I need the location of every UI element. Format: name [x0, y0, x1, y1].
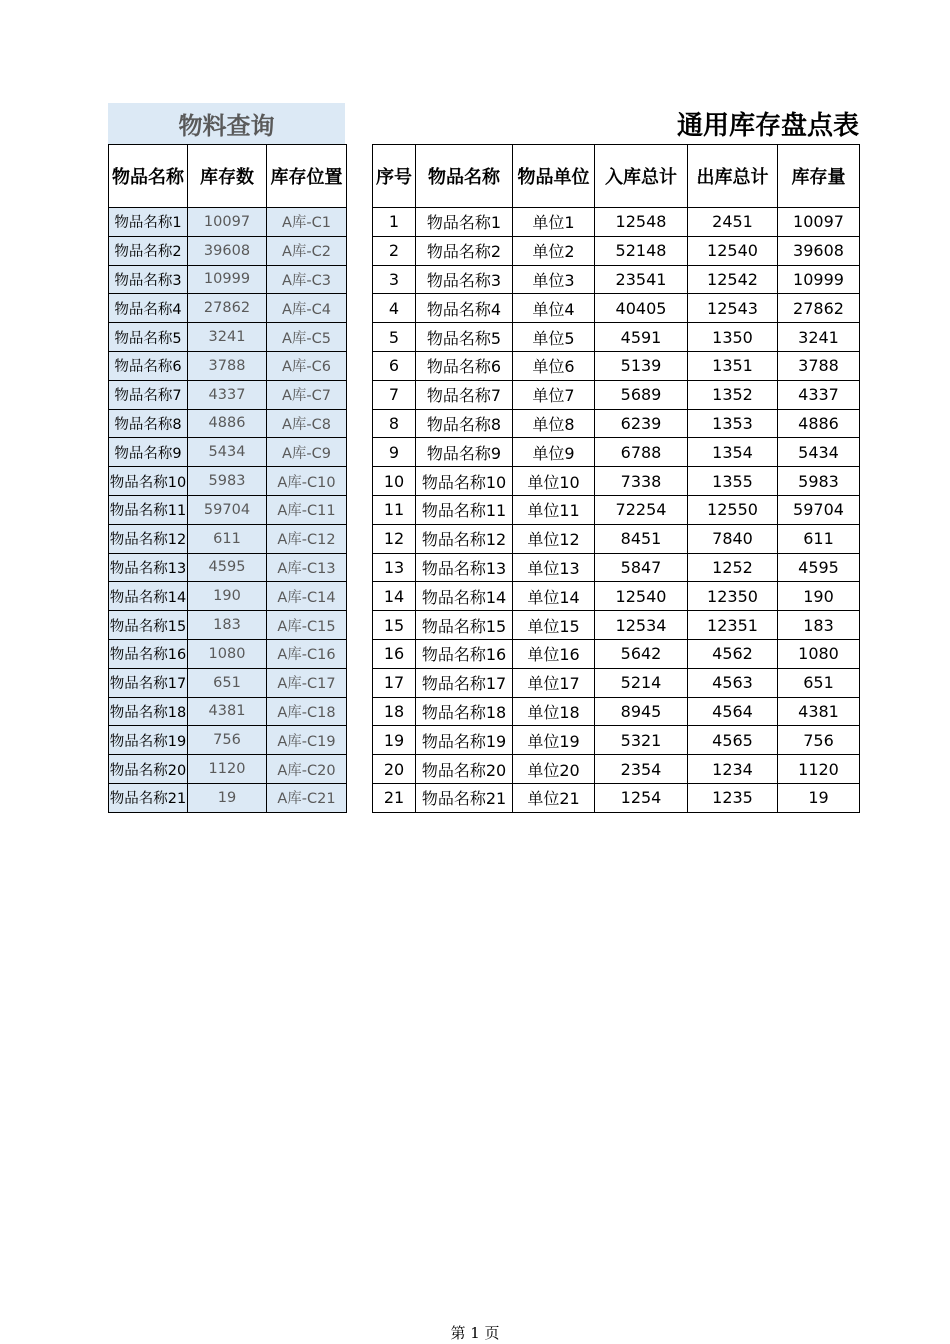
inventory-cell-unit: 单位5 [513, 323, 595, 352]
lookup-cell-location: A库-C11 [267, 495, 347, 524]
inventory-cell-in-total: 5642 [595, 639, 688, 668]
lookup-cell-location: A库-C4 [267, 294, 347, 323]
inventory-cell-stock: 5983 [778, 467, 860, 496]
inventory-cell-in-total: 6239 [595, 409, 688, 438]
lookup-cell-name: 物品名称2 [109, 236, 188, 265]
page-number: 第 1 页 [450, 1324, 500, 1342]
table-row [109, 755, 347, 784]
inventory-cell-in-total: 8451 [595, 524, 688, 553]
lookup-cell-name: 物品名称12 [109, 524, 188, 553]
table-row [109, 524, 347, 553]
table-row [109, 265, 347, 294]
inventory-cell-unit: 单位10 [513, 467, 595, 496]
inventory-cell-in-total: 1254 [595, 783, 688, 812]
inventory-cell-unit: 单位4 [513, 294, 595, 323]
lookup-cell-name: 物品名称19 [109, 726, 188, 755]
lookup-cell-name: 物品名称3 [109, 265, 188, 294]
lookup-cell-location: A库-C2 [267, 236, 347, 265]
inventory-table [372, 144, 860, 813]
table-row [109, 409, 347, 438]
lookup-cell-location: A库-C3 [267, 265, 347, 294]
inventory-cell-out-total: 1252 [688, 553, 778, 582]
lookup-cell-location: A库-C8 [267, 409, 347, 438]
inventory-cell-out-total: 1355 [688, 467, 778, 496]
lookup-cell-name: 物品名称10 [109, 467, 188, 496]
inventory-cell-index: 4 [373, 294, 416, 323]
inventory-cell-unit: 单位3 [513, 265, 595, 294]
inventory-cell-out-total: 12543 [688, 294, 778, 323]
lookup-table [108, 144, 347, 813]
inventory-cell-index: 5 [373, 323, 416, 352]
lookup-cell-location: A库-C21 [267, 783, 347, 812]
inventory-cell-stock: 10999 [778, 265, 860, 294]
table-row [109, 438, 347, 467]
inventory-cell-out-total: 1350 [688, 323, 778, 352]
lookup-cell-name: 物品名称1 [109, 208, 188, 237]
inventory-cell-index: 12 [373, 524, 416, 553]
inventory-cell-in-total: 7338 [595, 467, 688, 496]
lookup-cell-stock: 4381 [188, 697, 267, 726]
table-row [373, 553, 860, 582]
inventory-cell-name: 物品名称16 [416, 639, 513, 668]
lookup-cell-stock: 1120 [188, 755, 267, 784]
inventory-cell-name: 物品名称3 [416, 265, 513, 294]
inventory-cell-unit: 单位21 [513, 783, 595, 812]
inventory-cell-unit: 单位12 [513, 524, 595, 553]
inventory-cell-unit: 单位13 [513, 553, 595, 582]
inventory-cell-in-total: 40405 [595, 294, 688, 323]
lookup-cell-location: A库-C14 [267, 582, 347, 611]
inventory-cell-stock: 756 [778, 726, 860, 755]
inventory-header-out-total: 出库总计 [688, 145, 778, 208]
lookup-cell-stock: 756 [188, 726, 267, 755]
inventory-cell-name: 物品名称8 [416, 409, 513, 438]
table-row [373, 755, 860, 784]
lookup-cell-location: A库-C19 [267, 726, 347, 755]
inventory-cell-unit: 单位16 [513, 639, 595, 668]
lookup-cell-location: A库-C5 [267, 323, 347, 352]
inventory-cell-stock: 4381 [778, 697, 860, 726]
inventory-cell-index: 21 [373, 783, 416, 812]
inventory-cell-in-total: 52148 [595, 236, 688, 265]
inventory-cell-unit: 单位11 [513, 495, 595, 524]
table-row [109, 495, 347, 524]
lookup-cell-location: A库-C13 [267, 553, 347, 582]
lookup-cell-stock: 190 [188, 582, 267, 611]
inventory-cell-in-total: 5139 [595, 351, 688, 380]
table-row [109, 668, 347, 697]
inventory-header-in-total: 入库总计 [595, 145, 688, 208]
inventory-cell-name: 物品名称15 [416, 611, 513, 640]
inventory-cell-stock: 10097 [778, 208, 860, 237]
table-row [109, 323, 347, 352]
lookup-cell-stock: 10097 [188, 208, 267, 237]
inventory-cell-in-total: 12540 [595, 582, 688, 611]
lookup-cell-stock: 5434 [188, 438, 267, 467]
inventory-cell-out-total: 1352 [688, 380, 778, 409]
lookup-cell-location: A库-C6 [267, 351, 347, 380]
lookup-cell-name: 物品名称6 [109, 351, 188, 380]
lookup-cell-stock: 3788 [188, 351, 267, 380]
table-row [109, 639, 347, 668]
inventory-cell-out-total: 1351 [688, 351, 778, 380]
lookup-title: 物料查询 [108, 103, 345, 144]
lookup-cell-name: 物品名称8 [109, 409, 188, 438]
table-row [109, 467, 347, 496]
lookup-cell-name: 物品名称17 [109, 668, 188, 697]
inventory-cell-name: 物品名称5 [416, 323, 513, 352]
table-row [109, 294, 347, 323]
lookup-cell-stock: 651 [188, 668, 267, 697]
table-row [373, 351, 860, 380]
inventory-cell-name: 物品名称20 [416, 755, 513, 784]
inventory-cell-out-total: 4565 [688, 726, 778, 755]
inventory-cell-index: 10 [373, 467, 416, 496]
inventory-cell-index: 8 [373, 409, 416, 438]
lookup-table-body [109, 208, 347, 813]
lookup-cell-location: A库-C9 [267, 438, 347, 467]
inventory-cell-name: 物品名称2 [416, 236, 513, 265]
inventory-cell-unit: 单位15 [513, 611, 595, 640]
lookup-cell-name: 物品名称18 [109, 697, 188, 726]
inventory-cell-in-total: 72254 [595, 495, 688, 524]
inventory-cell-in-total: 5214 [595, 668, 688, 697]
inventory-cell-stock: 651 [778, 668, 860, 697]
inventory-cell-index: 7 [373, 380, 416, 409]
inventory-cell-in-total: 12534 [595, 611, 688, 640]
table-row [373, 265, 860, 294]
lookup-cell-name: 物品名称9 [109, 438, 188, 467]
inventory-cell-stock: 19 [778, 783, 860, 812]
table-row [373, 697, 860, 726]
lookup-cell-location: A库-C17 [267, 668, 347, 697]
inventory-cell-out-total: 12542 [688, 265, 778, 294]
lookup-cell-name: 物品名称20 [109, 755, 188, 784]
inventory-cell-unit: 单位9 [513, 438, 595, 467]
inventory-cell-stock: 183 [778, 611, 860, 640]
inventory-cell-index: 2 [373, 236, 416, 265]
lookup-cell-stock: 3241 [188, 323, 267, 352]
inventory-cell-unit: 单位17 [513, 668, 595, 697]
inventory-cell-in-total: 2354 [595, 755, 688, 784]
lookup-cell-stock: 611 [188, 524, 267, 553]
inventory-cell-stock: 59704 [778, 495, 860, 524]
table-row [373, 236, 860, 265]
table-row [373, 611, 860, 640]
table-row [109, 726, 347, 755]
table-row [373, 639, 860, 668]
inventory-cell-out-total: 1235 [688, 783, 778, 812]
table-row [373, 323, 860, 352]
inventory-cell-out-total: 12540 [688, 236, 778, 265]
inventory-cell-in-total: 5847 [595, 553, 688, 582]
lookup-cell-name: 物品名称16 [109, 639, 188, 668]
inventory-cell-unit: 单位1 [513, 208, 595, 237]
table-row [109, 236, 347, 265]
inventory-cell-index: 18 [373, 697, 416, 726]
table-row [109, 380, 347, 409]
lookup-cell-name: 物品名称4 [109, 294, 188, 323]
inventory-cell-stock: 3241 [778, 323, 860, 352]
inventory-cell-name: 物品名称4 [416, 294, 513, 323]
inventory-cell-name: 物品名称17 [416, 668, 513, 697]
inventory-cell-in-total: 12548 [595, 208, 688, 237]
inventory-cell-stock: 3788 [778, 351, 860, 380]
inventory-cell-index: 16 [373, 639, 416, 668]
inventory-cell-unit: 单位8 [513, 409, 595, 438]
lookup-cell-location: A库-C15 [267, 611, 347, 640]
inventory-header-index: 序号 [373, 145, 416, 208]
inventory-cell-stock: 39608 [778, 236, 860, 265]
table-row [373, 495, 860, 524]
inventory-cell-index: 1 [373, 208, 416, 237]
inventory-cell-name: 物品名称13 [416, 553, 513, 582]
inventory-cell-stock: 1080 [778, 639, 860, 668]
inventory-cell-unit: 单位6 [513, 351, 595, 380]
inventory-cell-name: 物品名称6 [416, 351, 513, 380]
lookup-cell-location: A库-C10 [267, 467, 347, 496]
inventory-cell-index: 6 [373, 351, 416, 380]
table-row [109, 611, 347, 640]
inventory-cell-stock: 27862 [778, 294, 860, 323]
inventory-cell-in-total: 5689 [595, 380, 688, 409]
inventory-header-row [373, 145, 860, 208]
lookup-cell-name: 物品名称21 [109, 783, 188, 812]
lookup-cell-location: A库-C16 [267, 639, 347, 668]
inventory-cell-unit: 单位2 [513, 236, 595, 265]
inventory-cell-out-total: 7840 [688, 524, 778, 553]
lookup-cell-stock: 27862 [188, 294, 267, 323]
inventory-cell-index: 9 [373, 438, 416, 467]
inventory-cell-out-total: 1353 [688, 409, 778, 438]
inventory-cell-name: 物品名称19 [416, 726, 513, 755]
lookup-cell-stock: 19 [188, 783, 267, 812]
table-row [373, 208, 860, 237]
inventory-cell-out-total: 1234 [688, 755, 778, 784]
inventory-cell-index: 11 [373, 495, 416, 524]
inventory-cell-index: 13 [373, 553, 416, 582]
table-row [373, 524, 860, 553]
inventory-cell-in-total: 4591 [595, 323, 688, 352]
table-row [109, 783, 347, 812]
table-row [109, 582, 347, 611]
lookup-cell-location: A库-C12 [267, 524, 347, 553]
table-row [373, 294, 860, 323]
table-row [109, 351, 347, 380]
inventory-cell-out-total: 4563 [688, 668, 778, 697]
inventory-cell-index: 14 [373, 582, 416, 611]
lookup-cell-name: 物品名称14 [109, 582, 188, 611]
inventory-cell-unit: 单位19 [513, 726, 595, 755]
lookup-header-name: 物品名称 [109, 145, 188, 208]
inventory-cell-out-total: 12550 [688, 495, 778, 524]
inventory-cell-name: 物品名称12 [416, 524, 513, 553]
inventory-cell-stock: 1120 [778, 755, 860, 784]
inventory-cell-name: 物品名称18 [416, 697, 513, 726]
table-row [373, 582, 860, 611]
table-row [373, 467, 860, 496]
inventory-cell-stock: 4595 [778, 553, 860, 582]
lookup-cell-stock: 10999 [188, 265, 267, 294]
lookup-cell-stock: 183 [188, 611, 267, 640]
lookup-cell-stock: 59704 [188, 495, 267, 524]
lookup-cell-stock: 4337 [188, 380, 267, 409]
inventory-header-stock: 库存量 [778, 145, 860, 208]
inventory-cell-out-total: 2451 [688, 208, 778, 237]
inventory-cell-name: 物品名称10 [416, 467, 513, 496]
lookup-cell-name: 物品名称5 [109, 323, 188, 352]
table-row [373, 783, 860, 812]
inventory-cell-name: 物品名称9 [416, 438, 513, 467]
table-row [373, 380, 860, 409]
inventory-cell-stock: 4337 [778, 380, 860, 409]
inventory-cell-index: 15 [373, 611, 416, 640]
lookup-cell-stock: 4886 [188, 409, 267, 438]
lookup-cell-name: 物品名称11 [109, 495, 188, 524]
lookup-cell-stock: 5983 [188, 467, 267, 496]
inventory-cell-index: 3 [373, 265, 416, 294]
table-row [109, 697, 347, 726]
inventory-cell-out-total: 12350 [688, 582, 778, 611]
inventory-cell-name: 物品名称7 [416, 380, 513, 409]
table-row [373, 668, 860, 697]
inventory-cell-unit: 单位14 [513, 582, 595, 611]
table-row [373, 726, 860, 755]
inventory-cell-name: 物品名称1 [416, 208, 513, 237]
inventory-cell-unit: 单位18 [513, 697, 595, 726]
inventory-cell-out-total: 12351 [688, 611, 778, 640]
lookup-header-stock: 库存数 [188, 145, 267, 208]
page-title: 通用库存盘点表 [676, 111, 859, 141]
inventory-cell-in-total: 5321 [595, 726, 688, 755]
table-row [109, 553, 347, 582]
inventory-cell-in-total: 6788 [595, 438, 688, 467]
inventory-cell-name: 物品名称14 [416, 582, 513, 611]
lookup-cell-name: 物品名称15 [109, 611, 188, 640]
lookup-cell-stock: 39608 [188, 236, 267, 265]
inventory-cell-stock: 5434 [778, 438, 860, 467]
lookup-cell-location: A库-C18 [267, 697, 347, 726]
lookup-cell-name: 物品名称7 [109, 380, 188, 409]
inventory-cell-unit: 单位20 [513, 755, 595, 784]
inventory-cell-unit: 单位7 [513, 380, 595, 409]
table-row [109, 208, 347, 237]
inventory-cell-stock: 4886 [778, 409, 860, 438]
inventory-cell-stock: 611 [778, 524, 860, 553]
inventory-header-name: 物品名称 [416, 145, 513, 208]
table-row [373, 438, 860, 467]
inventory-cell-out-total: 4564 [688, 697, 778, 726]
inventory-cell-name: 物品名称21 [416, 783, 513, 812]
inventory-table-body [373, 208, 860, 813]
lookup-header-row [109, 145, 347, 208]
lookup-cell-stock: 1080 [188, 639, 267, 668]
inventory-cell-index: 19 [373, 726, 416, 755]
lookup-header-location: 库存位置 [267, 145, 347, 208]
inventory-cell-out-total: 4562 [688, 639, 778, 668]
inventory-cell-stock: 190 [778, 582, 860, 611]
inventory-cell-name: 物品名称11 [416, 495, 513, 524]
inventory-cell-in-total: 8945 [595, 697, 688, 726]
lookup-cell-location: A库-C20 [267, 755, 347, 784]
inventory-cell-index: 20 [373, 755, 416, 784]
lookup-cell-stock: 4595 [188, 553, 267, 582]
lookup-cell-location: A库-C7 [267, 380, 347, 409]
lookup-cell-name: 物品名称13 [109, 553, 188, 582]
inventory-cell-in-total: 23541 [595, 265, 688, 294]
inventory-cell-index: 17 [373, 668, 416, 697]
lookup-cell-location: A库-C1 [267, 208, 347, 237]
inventory-cell-out-total: 1354 [688, 438, 778, 467]
inventory-header-unit: 物品单位 [513, 145, 595, 208]
table-row [373, 409, 860, 438]
